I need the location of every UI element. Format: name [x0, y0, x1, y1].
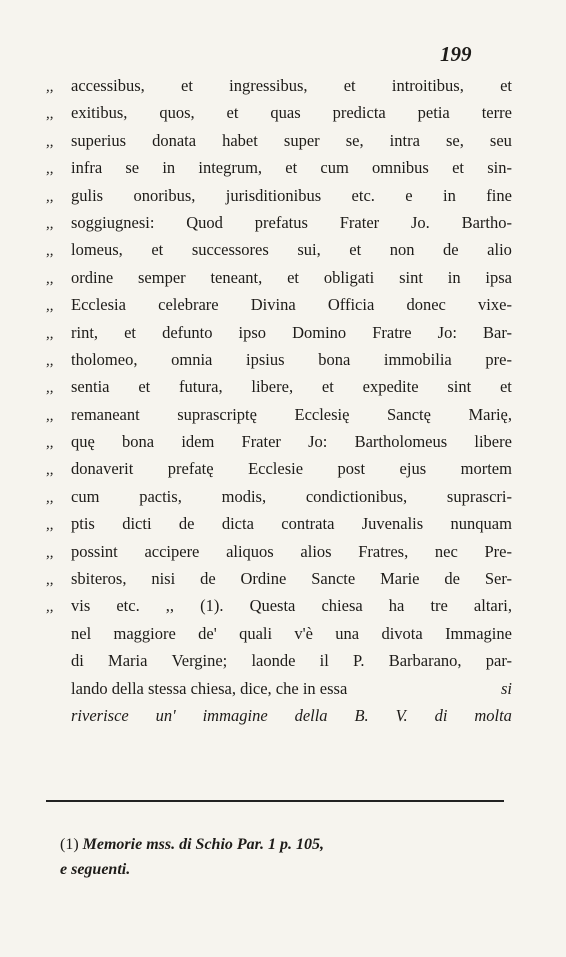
quote-mark: ,,	[46, 435, 54, 452]
word: immobilia	[383, 349, 452, 369]
word: gulis	[71, 185, 104, 205]
text-line	[46, 514, 512, 541]
word: ordine	[71, 267, 114, 287]
line-text-main: lando della stessa chiesa, dice, che in essa	[71, 678, 348, 698]
line-text	[71, 432, 512, 452]
word: tholomeo,	[71, 349, 138, 369]
footnote-line-1	[60, 832, 510, 857]
word: infra	[71, 158, 103, 178]
word: cum	[71, 486, 100, 506]
word: superius	[71, 130, 126, 150]
footnote-citation: Memorie mss. di Schio Par.	[82, 836, 265, 853]
quote-mark: ,,	[46, 270, 54, 287]
word: V.	[395, 705, 408, 725]
text-line	[46, 679, 512, 706]
word: ha	[388, 596, 405, 616]
word: sbiteros,	[71, 569, 127, 589]
word: Jo:	[308, 432, 328, 452]
word: nec	[434, 541, 458, 561]
word: riverisce	[71, 705, 129, 725]
word: futura,	[179, 377, 223, 397]
word: successores	[191, 240, 269, 260]
word: dicti	[122, 514, 152, 534]
line-text	[71, 596, 512, 616]
word: petia	[417, 103, 450, 123]
word: et	[452, 158, 464, 178]
quote-mark: ,,	[46, 298, 54, 315]
quote-mark: ,,	[46, 325, 54, 342]
word: teneant,	[210, 267, 263, 287]
word: (1).	[200, 596, 224, 616]
word: Frater	[339, 212, 380, 232]
word: se,	[345, 130, 364, 150]
word: e	[405, 185, 413, 205]
word: accessibus,	[71, 76, 145, 95]
text-line	[46, 569, 512, 596]
word: Fratre	[372, 322, 412, 342]
word: et	[124, 322, 137, 342]
word: Divina	[250, 295, 296, 315]
word: Marie	[380, 569, 420, 589]
quote-mark: ,,	[46, 380, 54, 397]
word: cum	[320, 158, 349, 178]
word: Juvenalis	[361, 514, 424, 534]
word: in	[447, 267, 461, 287]
word: lomeus,	[71, 240, 123, 260]
word: il	[319, 651, 329, 671]
word: quos,	[159, 103, 195, 123]
quote-mark: ,,	[46, 352, 54, 369]
word: ejus	[399, 459, 427, 479]
text-line	[46, 542, 512, 569]
word: un'	[155, 705, 176, 725]
word: sin-	[487, 158, 512, 178]
word: donaverit	[71, 459, 134, 479]
word: alios	[300, 541, 332, 561]
word: par-	[485, 651, 512, 671]
word: Sancte	[311, 569, 356, 589]
word: sui,	[297, 240, 321, 260]
word: altari,	[473, 596, 512, 616]
line-text	[71, 350, 512, 370]
word: pactis,	[139, 486, 182, 506]
word: sint	[447, 377, 472, 397]
word: una	[335, 623, 360, 643]
line-text	[71, 377, 512, 397]
word: nisi	[151, 569, 176, 589]
word: celebrare	[158, 295, 219, 315]
word: ipso	[238, 322, 267, 342]
line-text	[71, 651, 512, 671]
line-text	[71, 240, 512, 260]
word: de	[444, 569, 460, 589]
quote-mark: ,,	[46, 243, 54, 260]
word: remaneant	[71, 404, 140, 424]
word: pre-	[485, 349, 512, 369]
word: ingressibus,	[229, 76, 308, 95]
word: sint	[399, 267, 423, 287]
word: possint	[71, 541, 118, 561]
word: Officia	[327, 295, 375, 315]
word: et	[321, 377, 334, 397]
word: et	[499, 377, 512, 397]
word: soggiugnesi:	[71, 212, 155, 232]
word: jurisditionibus	[225, 185, 322, 205]
text-line	[46, 295, 512, 322]
line-text	[71, 323, 512, 343]
text-line	[46, 240, 512, 267]
line-text	[71, 186, 512, 206]
text-line	[46, 213, 512, 240]
line-text	[71, 76, 512, 96]
quote-mark: ,,	[46, 133, 54, 150]
word: Vergine;	[171, 651, 228, 671]
word: rint,	[71, 322, 99, 342]
word: tre	[430, 596, 448, 616]
quote-mark: ,,	[46, 79, 54, 95]
line-text	[71, 487, 512, 507]
word: immagine	[202, 705, 268, 725]
line-text	[71, 268, 512, 288]
word: divota	[381, 623, 423, 643]
line-text	[71, 706, 512, 726]
word: mortem	[460, 459, 512, 479]
line-text	[71, 514, 512, 534]
quote-mark: ,,	[46, 599, 54, 616]
word: et	[285, 158, 298, 178]
word: Ecclesie	[248, 459, 304, 479]
word: et	[349, 240, 362, 260]
word: introitibus,	[391, 76, 464, 95]
quote-mark: ,,	[46, 215, 54, 232]
text-line	[46, 706, 512, 733]
word: expedite	[362, 377, 419, 397]
text-line	[46, 432, 512, 459]
word: libere,	[251, 377, 294, 397]
text-line	[46, 350, 512, 377]
footnote-citation-tail: 1 p. 105,	[268, 836, 325, 853]
text-line	[46, 651, 512, 678]
word: Ecclesię	[294, 404, 350, 424]
word: semper	[137, 267, 186, 287]
word: vixe-	[478, 295, 512, 315]
word: de	[443, 240, 459, 260]
line-text	[71, 405, 512, 425]
word: prefatę	[167, 459, 214, 479]
quote-mark: ,,	[46, 572, 54, 589]
text-line	[46, 459, 512, 486]
word: Maria	[108, 651, 148, 671]
text-line	[46, 377, 512, 404]
word: Domino	[292, 322, 347, 342]
line-text	[71, 131, 512, 151]
word: in	[162, 158, 176, 178]
word: quę	[71, 432, 95, 452]
word: aliquos	[226, 541, 274, 561]
word: modis,	[221, 486, 267, 506]
quote-mark: ,,	[46, 462, 54, 479]
word: Jo.	[410, 212, 430, 232]
word: obligati	[323, 267, 375, 287]
word: seu	[489, 130, 512, 150]
word: sentia	[71, 377, 110, 397]
word: quas	[270, 103, 301, 123]
word: Sanctę	[386, 404, 431, 424]
quote-mark: ,,	[46, 407, 54, 424]
word: Quod	[186, 212, 223, 232]
word: super	[283, 130, 320, 150]
word: Ordine	[240, 569, 287, 589]
word: etc.	[116, 596, 140, 616]
text-line	[46, 596, 512, 623]
word: Bar-	[482, 322, 512, 342]
word: Frater	[241, 432, 281, 452]
word: B.	[354, 705, 369, 725]
word: suprascri-	[446, 486, 512, 506]
word: suprascriptę	[177, 404, 257, 424]
word: accipere	[144, 541, 200, 561]
word: Immagine	[445, 623, 512, 643]
word: de'	[198, 623, 217, 643]
word: non	[389, 240, 415, 260]
word: onoribus,	[133, 185, 196, 205]
word: condictionibus,	[305, 486, 408, 506]
word: quali	[239, 623, 273, 643]
word: prefatus	[254, 212, 308, 232]
footnote	[60, 832, 510, 882]
word: et	[181, 76, 193, 95]
word: post	[337, 459, 366, 479]
word: de	[178, 514, 195, 534]
word: se	[125, 158, 140, 178]
line-text	[71, 158, 512, 178]
word: integrum,	[198, 158, 263, 178]
quote-mark: ,,	[46, 489, 54, 506]
word: di	[434, 705, 448, 725]
text-line	[46, 186, 512, 213]
word: habet	[222, 130, 258, 150]
word: chiesa	[321, 596, 363, 616]
line-text-italic: si	[500, 678, 512, 698]
footnote-line-2	[60, 857, 510, 882]
text-line	[46, 405, 512, 432]
word: dicta	[221, 514, 254, 534]
word: idem	[181, 432, 215, 452]
line-text	[71, 542, 512, 562]
line-text	[71, 569, 512, 589]
line-text	[71, 624, 512, 644]
page-number: 199	[440, 42, 472, 66]
word: Jo:	[437, 322, 457, 342]
line-text	[71, 213, 512, 233]
word: etc.	[351, 185, 375, 205]
word: contrata	[281, 514, 335, 534]
word: Marię,	[468, 404, 512, 424]
word: di	[71, 651, 84, 671]
word: Ecclesia	[71, 295, 126, 315]
word: et	[226, 103, 239, 123]
quote-mark: ,,	[46, 188, 54, 205]
word: ,,	[165, 596, 175, 616]
word: donata	[152, 130, 197, 150]
word: Pre-	[484, 541, 512, 561]
word: laonde	[251, 651, 296, 671]
text-line	[46, 103, 512, 130]
quote-mark: ,,	[46, 161, 54, 178]
word: et	[138, 377, 151, 397]
text-line	[46, 487, 512, 514]
word: defunto	[162, 322, 213, 342]
line-text	[71, 295, 512, 315]
word: se,	[445, 130, 464, 150]
line-text	[71, 103, 512, 123]
word: donec	[406, 295, 446, 315]
word: omnia	[171, 349, 213, 369]
word: exitibus,	[71, 103, 128, 123]
word: alio	[487, 240, 512, 260]
word: della	[294, 705, 328, 725]
word: predicta	[332, 103, 386, 123]
word: nel	[71, 623, 92, 643]
word: Bartholomeus	[354, 432, 448, 452]
footnote-marker: (1)	[60, 836, 79, 853]
word: ipsius	[246, 349, 285, 369]
word: v'è	[294, 623, 313, 643]
text-line	[46, 624, 512, 651]
word: et	[287, 267, 299, 287]
line-text	[71, 459, 512, 479]
word: ptis	[71, 514, 95, 534]
quote-mark: ,,	[46, 106, 54, 123]
text-line	[46, 268, 512, 295]
word: Bartho-	[461, 212, 512, 232]
word: libere	[474, 432, 512, 452]
word: bona	[318, 349, 351, 369]
word: nunquam	[450, 514, 512, 534]
word: bona	[122, 432, 155, 452]
footnote-divider	[46, 800, 504, 802]
word: molta	[474, 705, 512, 725]
word: et	[500, 76, 512, 95]
word: omnibus	[372, 158, 429, 178]
text-line	[46, 158, 512, 185]
text-line	[46, 323, 512, 350]
word: et	[151, 240, 164, 260]
text-line	[46, 76, 512, 103]
word: de	[200, 569, 216, 589]
line-text	[71, 679, 512, 699]
word: vis	[71, 596, 91, 616]
word: in	[443, 185, 456, 205]
text-line	[46, 131, 512, 158]
word: et	[343, 76, 356, 95]
word: ipsa	[485, 267, 512, 287]
word: intra	[389, 130, 420, 150]
footnote-continuation: e seguenti.	[60, 861, 131, 878]
word: Questa	[249, 596, 296, 616]
word: Fratres,	[358, 541, 409, 561]
body-text	[46, 76, 512, 733]
word: maggiore	[113, 623, 176, 643]
word: Barbarano,	[388, 651, 462, 671]
quote-mark: ,,	[46, 544, 54, 561]
word: fine	[486, 185, 512, 205]
word: P.	[353, 651, 365, 671]
word: terre	[481, 103, 512, 123]
quote-mark: ,,	[46, 517, 54, 534]
word: Ser-	[484, 569, 512, 589]
